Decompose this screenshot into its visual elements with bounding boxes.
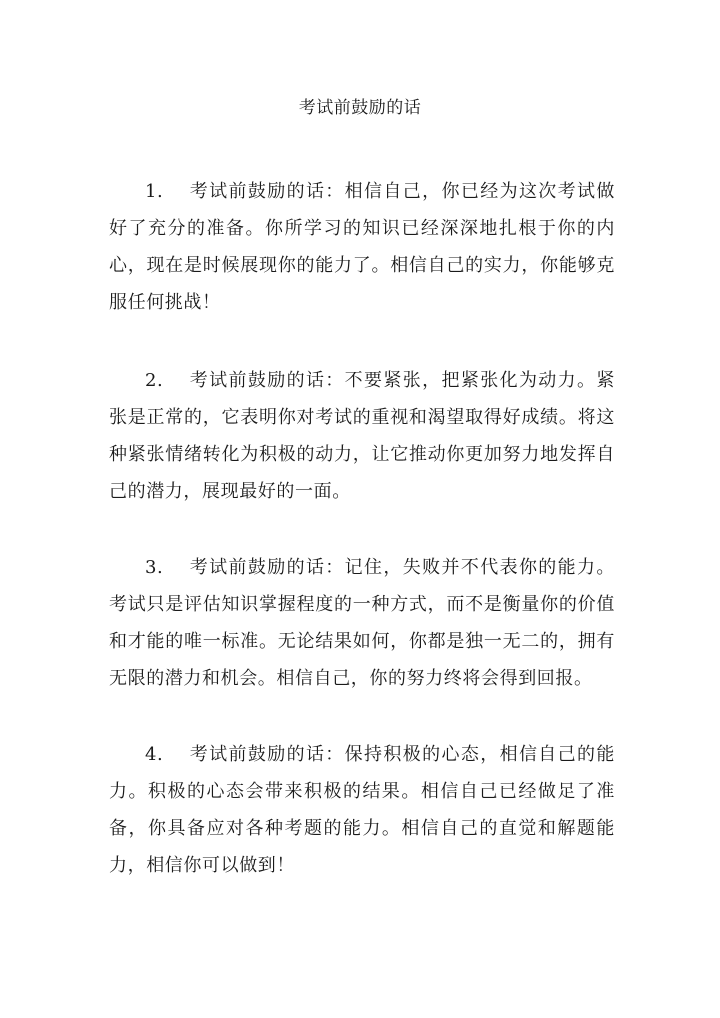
paragraph-text: 考试前鼓励的话：记住，失败并不代表你的能力。考试只是评估知识掌握程度的一种方式，而不是衡量你的价值和才能的唯一标准。无论结果如何，你都是独一无二的，拥有无限的潜力和机会。相信自己，你的努力终将会得到回报。 — [109, 557, 615, 689]
paragraph-4 — [109, 736, 615, 884]
paragraph-text: 考试前鼓励的话：相信自己，你已经为这次考试做好了充分的准备。你所学习的知识已经深深地扎根于你的内心，现在是时候展现你的能力了。相信自己的实力，你能够克服任何挑战！ — [109, 181, 615, 313]
paragraph-text: 考试前鼓励的话：不要紧张，把紧张化为动力。紧张是正常的，它表明你对考试的重视和渴望取得好成绩。将这种紧张情绪转化为积极的动力，让它推动你更加努力地发挥自己的潜力，展现最好的一面。 — [109, 370, 615, 502]
paragraph-3 — [109, 549, 615, 697]
paragraph-1 — [109, 173, 615, 321]
paragraph-text: 考试前鼓励的话：保持积极的心态，相信自己的能力。积极的心态会带来积极的结果。相信自己已经做足了准备，你具备应对各种考题的能力。相信自己的直觉和解题能力，相信你可以做到！ — [109, 744, 615, 876]
paragraph-number: 3. — [145, 557, 164, 578]
paragraph-number: 4. — [145, 744, 164, 765]
paragraph-number: 2. — [145, 370, 164, 391]
document-title: 考试前鼓励的话 — [298, 98, 422, 118]
paragraph-number: 1. — [145, 181, 164, 202]
paragraph-2 — [109, 362, 615, 510]
